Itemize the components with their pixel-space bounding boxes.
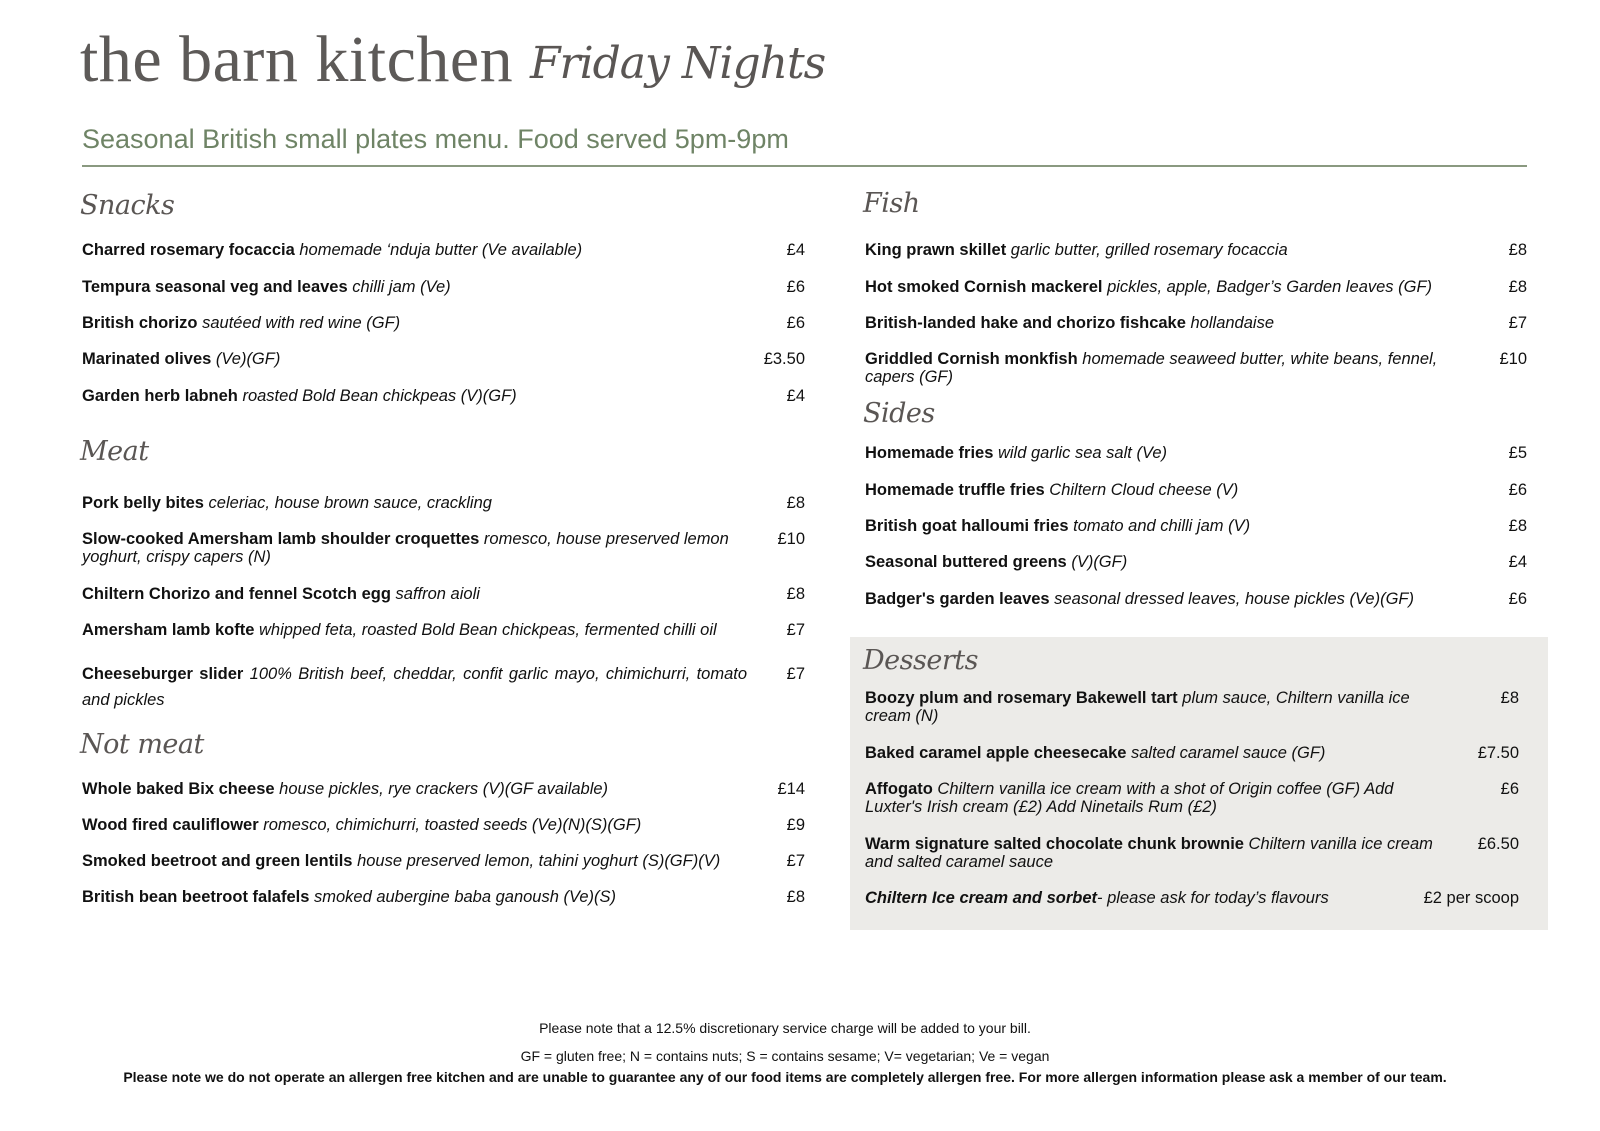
desserts-heading: Desserts xyxy=(863,645,978,676)
item-price: £3.50 xyxy=(763,350,805,368)
sides-heading: Sides xyxy=(863,398,935,429)
menu-item xyxy=(865,835,1455,871)
item-description: garlic butter, grilled rosemary focaccia xyxy=(1006,241,1288,259)
menu-item xyxy=(865,689,1455,725)
item-description: house preserved lemon, tahini yoghurt (S)(GF)(V) xyxy=(352,852,721,870)
item-price: £5 xyxy=(1508,444,1527,462)
item-name: British goat halloumi fries xyxy=(865,517,1069,535)
menu-item xyxy=(865,241,1460,259)
not-meat-heading: Not meat xyxy=(80,729,204,760)
item-price: £4 xyxy=(1508,553,1527,571)
item-description: 100% British beef, cheddar, confit garlic mayo, chimichurri, tomato and pickles xyxy=(82,665,748,709)
menu-item xyxy=(865,590,1460,608)
item-description: hollandaise xyxy=(1185,314,1274,332)
item-description: roasted Bold Bean chickpeas (V)(GF) xyxy=(237,387,517,405)
item-name: Charred rosemary focaccia xyxy=(82,241,295,259)
item-name: Wood fired cauliflower xyxy=(82,816,259,834)
allergen-key: GF = gluten free; N = contains nuts; S = contains sesame; V= vegetarian; Ve = vegan xyxy=(520,1048,1050,1064)
item-name: Hot smoked Cornish mackerel xyxy=(865,278,1103,296)
item-description: - please ask for today’s flavours xyxy=(1097,889,1329,907)
item-price: £10 xyxy=(1499,350,1527,368)
item-name: Chiltern Chorizo and fennel Scotch egg xyxy=(82,585,391,603)
menu-item xyxy=(82,888,747,906)
item-description: (V)(GF) xyxy=(1066,553,1128,571)
item-price: £8 xyxy=(786,888,805,906)
item-price: £2 per scoop xyxy=(1423,889,1519,907)
item-price: £6 xyxy=(1500,780,1519,798)
menu-item xyxy=(82,661,747,713)
item-name: Warm signature salted chocolate chunk brownie xyxy=(865,835,1244,853)
item-name: Garden herb labneh xyxy=(82,387,238,405)
item-name: Tempura seasonal veg and leaves xyxy=(82,278,348,296)
menu-item xyxy=(82,816,747,834)
item-name: Affogato xyxy=(865,780,933,798)
menu-item xyxy=(865,553,1460,571)
item-description: plum sauce, Chiltern vanilla ice cream (N) xyxy=(865,689,1410,725)
menu-item xyxy=(865,350,1460,386)
item-description: wild garlic sea salt (Ve) xyxy=(993,444,1168,462)
item-name: Pork belly bites xyxy=(82,494,204,512)
item-name: Baked caramel apple cheesecake xyxy=(865,744,1127,762)
item-price: £7 xyxy=(1508,314,1527,332)
meat-heading: Meat xyxy=(80,436,149,467)
menu-item xyxy=(865,744,1455,762)
item-description: romesco, house preserved lemon yoghurt, crispy capers (N) xyxy=(82,530,729,566)
item-description: Chiltern vanilla ice cream and salted caramel sauce xyxy=(865,835,1433,871)
item-name: Badger's garden leaves xyxy=(865,590,1050,608)
menu-item xyxy=(865,481,1460,499)
item-name: Griddled Cornish monkfish xyxy=(865,350,1078,368)
fish-heading: Fish xyxy=(863,188,920,219)
item-price: £14 xyxy=(777,780,805,798)
menu-item xyxy=(865,278,1460,296)
item-price: £8 xyxy=(1508,278,1527,296)
menu-item xyxy=(82,278,747,296)
item-price: £6 xyxy=(1508,590,1527,608)
menu-item xyxy=(82,387,747,405)
item-description: Chiltern vanilla ice cream with a shot of Origin coffee (GF) Add Luxter's Irish cream (£2) Add Ninetails Rum (£2) xyxy=(865,780,1394,816)
item-name: Seasonal buttered greens xyxy=(865,553,1067,571)
item-name: Cheeseburger slider xyxy=(82,665,244,683)
item-name: Chiltern Ice cream and sorbet xyxy=(865,889,1097,907)
menu-item xyxy=(865,517,1460,535)
item-description: house pickles, rye crackers (V)(GF available) xyxy=(274,780,609,798)
menu-item xyxy=(82,314,747,332)
item-description: salted caramel sauce (GF) xyxy=(1126,744,1326,762)
item-description: saffron aioli xyxy=(390,585,480,603)
menu-item xyxy=(82,530,747,566)
item-price: £8 xyxy=(786,494,805,512)
brand-subtitle: Friday Nights xyxy=(530,38,826,89)
menu-item xyxy=(82,585,747,603)
item-price: £6 xyxy=(1508,481,1527,499)
item-description: whipped feta, roasted Bold Bean chickpeas, fermented chilli oil xyxy=(254,621,717,639)
item-price: £10 xyxy=(777,530,805,548)
item-name: Boozy plum and rosemary Bakewell tart xyxy=(865,689,1178,707)
item-description: homemade ‘nduja butter (Ve available) xyxy=(294,241,583,259)
item-description: pickles, apple, Badger’s Garden leaves (GF) xyxy=(1102,278,1433,296)
item-name: Smoked beetroot and green lentils xyxy=(82,852,353,870)
item-description: seasonal dressed leaves, house pickles (Ve)(GF) xyxy=(1049,590,1414,608)
item-name: Homemade fries xyxy=(865,444,994,462)
item-price: £6 xyxy=(786,278,805,296)
item-description: (Ve)(GF) xyxy=(211,350,281,368)
brand-name: the barn kitchen xyxy=(80,23,514,96)
item-price: £4 xyxy=(786,387,805,405)
item-price: £8 xyxy=(786,585,805,603)
item-name: British chorizo xyxy=(82,314,198,332)
allergen-disclaimer: Please note we do not operate an allergen free kitchen and are unable to guarantee any of our food items are completely allergen free. For more allergen information please ask a member of our team. xyxy=(123,1069,1447,1085)
header-divider xyxy=(82,165,1527,167)
item-description: smoked aubergine baba ganoush (Ve)(S) xyxy=(309,888,617,906)
item-price: £7 xyxy=(786,621,805,639)
snacks-heading: Snacks xyxy=(80,190,175,221)
item-price: £8 xyxy=(1508,517,1527,535)
item-price: £8 xyxy=(1500,689,1519,707)
item-description: Chiltern Cloud cheese (V) xyxy=(1044,481,1239,499)
item-price: £7 xyxy=(786,665,805,683)
item-price: £6.50 xyxy=(1477,835,1519,853)
item-name: Amersham lamb kofte xyxy=(82,621,255,639)
menu-item xyxy=(82,241,747,259)
item-description: tomato and chilli jam (V) xyxy=(1068,517,1251,535)
item-description: chilli jam (Ve) xyxy=(347,278,451,296)
item-name: Slow-cooked Amersham lamb shoulder croquettes xyxy=(82,530,480,548)
item-description: sautéed with red wine (GF) xyxy=(197,314,401,332)
menu-item xyxy=(865,780,1455,816)
menu-item xyxy=(82,621,747,639)
item-price: £8 xyxy=(1508,241,1527,259)
item-description: celeriac, house brown sauce, crackling xyxy=(203,494,492,512)
menu-item xyxy=(82,494,747,512)
item-price: £9 xyxy=(786,816,805,834)
service-charge-note: Please note that a 12.5% discretionary service charge will be added to your bill. xyxy=(539,1020,1031,1036)
item-name: Homemade truffle fries xyxy=(865,481,1045,499)
menu-item xyxy=(865,444,1460,462)
item-name: British-landed hake and chorizo fishcake xyxy=(865,314,1186,332)
item-description: homemade seaweed butter, white beans, fennel, capers (GF) xyxy=(865,350,1438,386)
item-description: romesco, chimichurri, toasted seeds (Ve)(N)(S)(GF) xyxy=(258,816,642,834)
tagline: Seasonal British small plates menu. Food served 5pm-9pm xyxy=(82,124,789,154)
menu-item xyxy=(82,780,747,798)
menu-item xyxy=(82,350,747,368)
item-name: British bean beetroot falafels xyxy=(82,888,310,906)
item-price: £6 xyxy=(786,314,805,332)
item-price: £7.50 xyxy=(1477,744,1519,762)
item-name: Marinated olives xyxy=(82,350,212,368)
item-name: Whole baked Bix cheese xyxy=(82,780,275,798)
item-price: £4 xyxy=(786,241,805,259)
item-name: King prawn skillet xyxy=(865,241,1007,259)
menu-item xyxy=(865,314,1460,332)
menu-item xyxy=(865,889,1455,907)
menu-item xyxy=(82,852,747,870)
item-price: £7 xyxy=(786,852,805,870)
